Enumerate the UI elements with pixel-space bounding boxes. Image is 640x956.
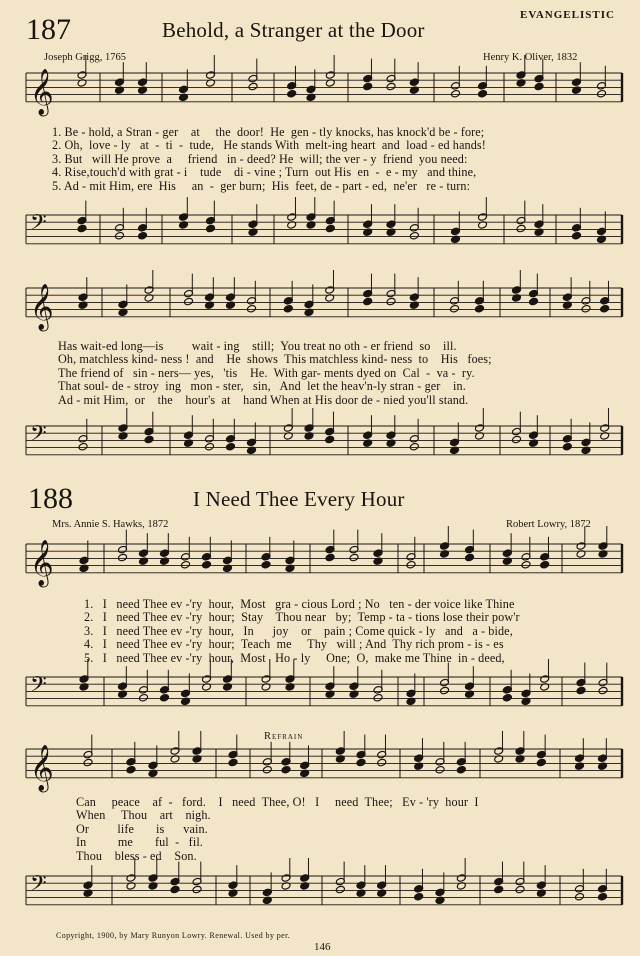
hymn-188-words-credit: Mrs. Annie S. Hawks, 1872 — [52, 519, 169, 530]
note-head — [247, 304, 257, 313]
note-head — [206, 224, 216, 233]
note-head — [529, 297, 539, 306]
verse-line: Has wait-ed long—is wait - ing still; You treat no oth - er friend so ill. — [58, 339, 457, 353]
note-head — [456, 765, 466, 774]
note-head — [78, 442, 88, 451]
note-head — [226, 442, 236, 451]
note-head — [349, 553, 359, 562]
note-head — [386, 297, 396, 306]
note-head — [386, 82, 396, 91]
note-head — [494, 885, 504, 894]
verse-line: 5. I need Thee ev -'ry hour, Most Ho - ly One; O, make me Thine in - deed, — [84, 650, 505, 665]
note-head — [576, 686, 586, 695]
note-head — [144, 435, 154, 444]
treble-clef-icon: 𝄞 — [30, 68, 54, 115]
note-head — [572, 231, 582, 240]
note-head — [409, 231, 419, 240]
note-head — [228, 758, 238, 767]
refrain-line: Or life is vain. — [76, 821, 208, 836]
note-head — [502, 693, 512, 702]
note-head — [597, 89, 607, 98]
note-head — [377, 758, 387, 767]
note-head — [451, 89, 461, 98]
note-head — [262, 765, 272, 774]
note-head — [139, 693, 149, 702]
note-head — [170, 885, 180, 894]
note-head — [435, 765, 445, 774]
page-number: 146 — [314, 941, 331, 953]
note-head — [281, 765, 291, 774]
bass-clef-icon: 𝄢 — [30, 210, 47, 241]
note-head — [261, 560, 271, 569]
note-head — [575, 892, 585, 901]
note-head — [335, 885, 345, 894]
section-heading: EVANGELISTIC — [520, 9, 615, 21]
note-head — [600, 304, 610, 313]
note-head — [356, 758, 366, 767]
note-head — [205, 442, 215, 451]
hymn-187-verses-system-2 — [58, 340, 492, 407]
verse-line: 2. Oh, love - ly at - ti - tude, He stands With melt-ing heart and load - ed hands! — [52, 138, 486, 153]
hymn-187-music-credit: Henry K. Oliver, 1832 — [483, 52, 578, 63]
verse-line: 1. I need Thee ev -'ry hour, Most gra - cious Lord ; No ten - der voice like Thine — [84, 597, 515, 611]
note-head — [598, 686, 608, 695]
note-head — [414, 892, 424, 901]
note-head — [598, 892, 608, 901]
note-head — [363, 82, 373, 91]
note-head — [465, 553, 475, 562]
treble-clef-icon: 𝄞 — [30, 744, 54, 791]
note-head — [562, 442, 572, 451]
note-head — [363, 297, 373, 306]
note-head — [287, 89, 297, 98]
verse-line: 3. I need Thee ev -'ry hour, In joy or pain ; Come quick - ly and a - bide, — [84, 623, 513, 638]
hymn-187-words-credit: Joseph Grigg, 1765 — [44, 52, 126, 63]
hymn-187-number: 187 — [26, 13, 71, 46]
note-head — [248, 82, 258, 91]
note-head — [521, 560, 531, 569]
verse-line: The friend of sin - ners— yes, 'tis He. With gar- ments dyed on Cal - va - ry. — [58, 365, 475, 380]
verse-line: Oh, matchless kind- ness ! and He shows This matchless kind- ness to His foes; — [58, 352, 492, 367]
note-head — [325, 553, 335, 562]
note-head — [192, 885, 202, 894]
note-head — [77, 224, 87, 233]
treble-clef-icon: 𝄞 — [30, 283, 54, 330]
hymn-188-music-credit: Robert Lowry, 1872 — [506, 519, 591, 530]
hymn-187-title: Behold, a Stranger at the Door — [162, 18, 425, 42]
verse-line: 4. Rise,touch'd with grat - i tude di - vine ; Turn out His en - e - my and thine, — [52, 165, 477, 180]
note-head — [126, 765, 136, 774]
note-head — [540, 560, 550, 569]
verse-line: 3. But will He prove a friend in - deed? He will; the ver - y friend you need: — [52, 151, 468, 166]
refrain-line: When Thou art nigh. — [76, 808, 211, 823]
note-head — [581, 304, 591, 313]
verse-line: 4. I need Thee ev -'ry hour; Teach me Thy will ; And Thy rich prom - is - es — [84, 637, 504, 652]
note-head — [115, 231, 125, 240]
hymn-188-number: 188 — [28, 482, 73, 515]
note-head — [536, 758, 546, 767]
bass-clef-icon: 𝄢 — [30, 672, 47, 703]
hymn-188-refrain — [76, 796, 479, 863]
note-head — [325, 435, 335, 444]
verse-line: That soul- de - stroy ing mon - ster, sin, And let the heav'n-ly stran - ger in. — [58, 379, 466, 394]
note-head — [83, 758, 93, 767]
hymn-188-title: I Need Thee Every Hour — [193, 487, 405, 511]
refrain-line: Can peace af - ford. I need Thee, O! I need Thee; Ev - 'ry hour I — [76, 795, 479, 809]
bass-clef-icon: 𝄢 — [30, 421, 47, 452]
note-head — [283, 304, 293, 313]
note-head — [181, 560, 191, 569]
bass-clef-icon: 𝄢 — [30, 871, 47, 902]
hymn-188-verses-system-1 — [84, 598, 520, 665]
note-head — [138, 231, 148, 240]
note-head — [512, 435, 522, 444]
verse-line: 5. Ad - mit Him, ere His an - ger burn; His feet, de - part - ed, ne'er re - turn: — [52, 178, 471, 193]
refrain-line: In me ful - fil. — [76, 835, 203, 850]
note-head — [160, 693, 170, 702]
copyright-notice: Copyright, 1900, by Mary Runyon Lowry. Renewal. Used by per. — [56, 931, 291, 940]
hymn-187-verses-system-1 — [52, 126, 486, 193]
verse-line: 2. I need Thee ev -'ry hour; Stay Thou near by; Temp - ta - tions lose their pow'r — [84, 610, 520, 625]
verse-line: 1. Be - hold, a Stran - ger at the door! He gen - tly knocks, has knock'd be - fore; — [52, 125, 485, 139]
note-head — [373, 693, 383, 702]
note-head — [478, 89, 488, 98]
refrain-line: Thou bless - ed Son. — [76, 848, 197, 863]
note-head — [534, 82, 544, 91]
note-head — [202, 560, 212, 569]
refrain-label: Refrain — [264, 731, 304, 742]
note-head — [325, 224, 335, 233]
note-head — [184, 297, 194, 306]
note-head — [515, 885, 525, 894]
note-head — [409, 442, 419, 451]
treble-clef-icon: 𝄞 — [30, 539, 54, 586]
note-head — [118, 553, 128, 562]
note-head — [450, 304, 460, 313]
note-head — [475, 304, 485, 313]
note-head — [516, 224, 526, 233]
verse-line: Ad - mit Him, or the hour's at hand When at His door de - nied you'll stand. — [58, 392, 469, 407]
note-head — [406, 560, 416, 569]
note-head — [440, 686, 450, 695]
